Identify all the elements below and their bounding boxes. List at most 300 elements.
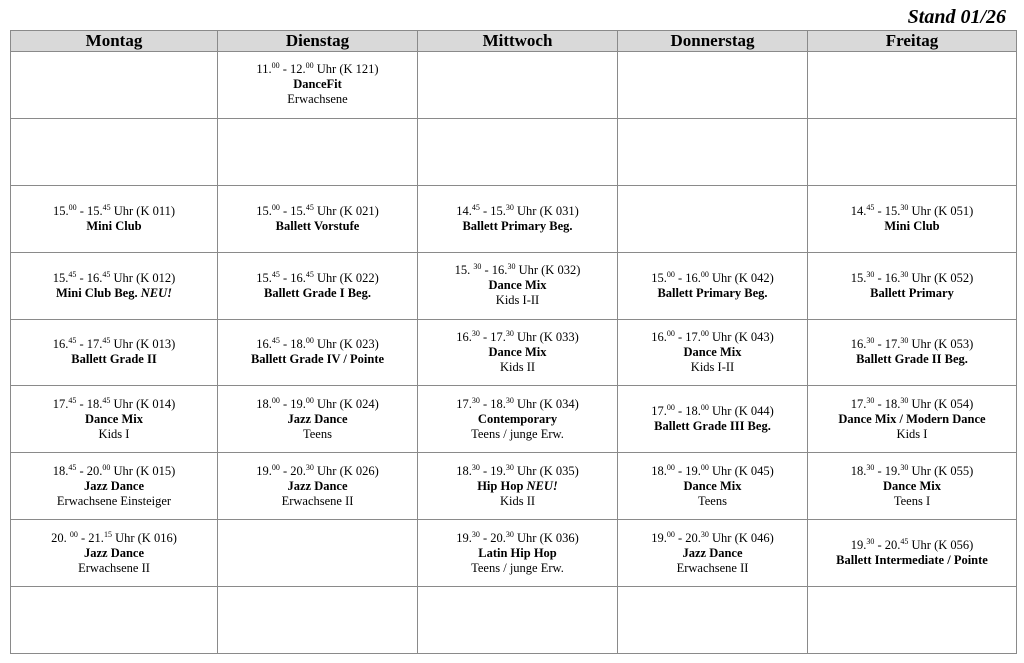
end-hour: - 17. xyxy=(874,337,901,352)
slot-cell-dienstag xyxy=(218,319,418,386)
start-hour: 19. xyxy=(456,530,472,545)
class-time xyxy=(418,263,617,278)
class-time xyxy=(808,397,1016,412)
class-name: Mini Club xyxy=(884,218,940,233)
start-hour: 16. xyxy=(651,329,667,344)
course-code: Uhr (K 034) xyxy=(513,396,579,411)
class-title xyxy=(11,479,217,494)
slot-cell-freitag xyxy=(808,386,1017,453)
end-minutes: 45 xyxy=(102,395,111,405)
start-minutes: 45 xyxy=(471,202,480,212)
class-group: Teens I xyxy=(893,493,931,508)
start-hour: 17. xyxy=(52,396,69,411)
slot-cell-dienstag xyxy=(218,587,418,654)
class-time xyxy=(418,464,617,479)
class-name: Contemporary xyxy=(477,411,558,426)
start-minutes: 00 xyxy=(271,61,280,71)
slot-cell-mittwoch xyxy=(418,386,618,453)
class-group: Kids I-II xyxy=(495,293,540,308)
class-name: Mini Club xyxy=(86,218,142,233)
course-code: Uhr (K 051) xyxy=(908,203,974,218)
course-code: Uhr (K 031) xyxy=(513,203,579,218)
class-name: Dance Mix xyxy=(683,344,742,359)
start-hour: 17. xyxy=(850,396,867,411)
start-minutes: 45 xyxy=(68,462,77,472)
start-hour: 11. xyxy=(256,62,272,77)
start-minutes: 45 xyxy=(271,269,280,279)
class-name: Dance Mix xyxy=(85,411,143,426)
start-minutes: 30 xyxy=(866,536,875,546)
start-minutes: 30 xyxy=(866,395,875,405)
slot-cell-donnerstag xyxy=(618,185,808,252)
class-time xyxy=(618,330,807,345)
end-hour: - 19. xyxy=(279,396,306,411)
course-code: Uhr (K 052) xyxy=(908,270,974,285)
class-name: Hip Hop xyxy=(477,478,527,493)
class-group: Erwachsene Einsteiger xyxy=(56,493,172,508)
end-minutes: 30 xyxy=(900,269,909,279)
class-group: Erwachsene II xyxy=(676,560,749,575)
class-name: Dance Mix / Modern Dance xyxy=(838,411,986,426)
start-minutes: 30 xyxy=(471,395,480,405)
slot-cell-mittwoch xyxy=(418,319,618,386)
start-hour: 14. xyxy=(456,203,472,218)
slot-cell-montag xyxy=(11,118,218,185)
course-code: Uhr (K 042) xyxy=(708,270,774,285)
end-minutes: 30 xyxy=(900,462,909,472)
end-minutes: 45 xyxy=(102,202,111,212)
class-title xyxy=(618,286,807,301)
end-minutes: 00 xyxy=(700,403,709,413)
class-name: Ballett Vorstufe xyxy=(275,218,360,233)
class-time xyxy=(11,204,217,219)
course-code: Uhr (K 036) xyxy=(513,530,579,545)
start-minutes: 30 xyxy=(866,462,875,472)
new-badge: NEU! xyxy=(526,478,558,493)
class-time xyxy=(218,397,417,412)
end-hour: - 12. xyxy=(279,62,306,77)
end-minutes: 30 xyxy=(505,529,514,539)
end-minutes: 30 xyxy=(700,529,709,539)
slot-cell-donnerstag xyxy=(618,252,808,319)
class-time xyxy=(418,397,617,412)
slot-cell-freitag xyxy=(808,587,1017,654)
class-group: Kids I xyxy=(896,426,928,441)
course-code: Uhr (K 015) xyxy=(110,463,176,478)
end-minutes: 00 xyxy=(700,462,709,472)
class-group: Teens xyxy=(698,493,727,508)
end-hour: - 15. xyxy=(76,203,103,218)
class-name: Ballett Grade IV / Pointe xyxy=(250,352,385,367)
class-title xyxy=(618,546,807,561)
course-code: Uhr (K 013) xyxy=(110,337,176,352)
schedule-row xyxy=(11,52,1017,119)
start-hour: 18. xyxy=(456,463,472,478)
end-minutes: 30 xyxy=(900,336,909,346)
class-time xyxy=(218,464,417,479)
slot-cell-montag xyxy=(11,52,218,119)
class-time xyxy=(218,271,417,286)
class-title xyxy=(808,352,1016,367)
class-title xyxy=(218,352,417,367)
slot-cell-freitag xyxy=(808,252,1017,319)
class-time xyxy=(218,337,417,352)
class-time xyxy=(618,404,807,419)
class-name: Dance Mix xyxy=(488,344,547,359)
course-code: Uhr (K 024) xyxy=(313,396,379,411)
start-minutes: 30 xyxy=(471,328,480,338)
end-minutes: 30 xyxy=(505,328,514,338)
slot-cell-montag xyxy=(11,319,218,386)
class-title xyxy=(418,412,617,427)
end-minutes: 45 xyxy=(305,269,314,279)
class-time xyxy=(618,271,807,286)
class-group: Kids II xyxy=(499,493,536,508)
class-name: Jazz Dance xyxy=(83,478,145,493)
start-minutes: 00 xyxy=(271,462,280,472)
day-header-dienstag: Dienstag xyxy=(218,31,418,52)
start-hour: 14. xyxy=(850,203,867,218)
start-hour: 16. xyxy=(850,337,867,352)
class-title xyxy=(418,345,617,360)
header-row xyxy=(11,31,1017,52)
class-name: Ballett Primary xyxy=(870,285,954,300)
class-title xyxy=(11,352,217,367)
start-hour: 16. xyxy=(52,337,69,352)
end-hour: - 16. xyxy=(76,270,103,285)
end-minutes: 45 xyxy=(102,269,111,279)
end-hour: - 20. xyxy=(76,463,103,478)
slot-cell-freitag xyxy=(808,185,1017,252)
class-group: Kids II xyxy=(499,359,536,374)
start-minutes: 00 xyxy=(666,269,675,279)
class-time xyxy=(808,464,1016,479)
end-minutes: 30 xyxy=(305,462,314,472)
end-hour: - 16. xyxy=(874,270,901,285)
course-code: Uhr (K 026) xyxy=(313,463,379,478)
schedule-row xyxy=(11,386,1017,453)
class-time xyxy=(618,531,807,546)
class-group: Kids I xyxy=(98,426,130,441)
end-minutes: 00 xyxy=(305,336,314,346)
class-time xyxy=(11,271,217,286)
class-time xyxy=(808,204,1016,219)
class-title xyxy=(218,77,417,92)
class-name: Dance Mix xyxy=(683,478,742,493)
end-hour: - 17. xyxy=(479,329,506,344)
schedule-row xyxy=(11,252,1017,319)
start-hour: 16. xyxy=(456,329,472,344)
end-hour: - 18. xyxy=(674,404,701,419)
end-hour: - 18. xyxy=(76,396,103,411)
class-title xyxy=(808,286,1016,301)
class-name: Dance Mix xyxy=(488,278,547,293)
end-minutes: 45 xyxy=(305,202,314,212)
course-code: Uhr (K 014) xyxy=(110,396,176,411)
schedule-table xyxy=(10,30,1017,654)
day-header-montag: Montag xyxy=(11,31,218,52)
slot-cell-montag xyxy=(11,520,218,587)
class-time xyxy=(418,204,617,219)
course-code: Uhr (K 046) xyxy=(708,530,774,545)
course-code: Uhr (K 053) xyxy=(908,337,974,352)
end-minutes: 15 xyxy=(103,529,112,539)
class-name: Latin Hip Hop xyxy=(478,545,557,560)
class-name: Jazz Dance xyxy=(287,411,348,426)
end-hour: - 16. xyxy=(279,270,306,285)
slot-cell-donnerstag xyxy=(618,587,808,654)
class-name: Mini Club Beg. xyxy=(55,285,141,300)
slot-cell-dienstag xyxy=(218,520,418,587)
start-hour: 15. xyxy=(256,270,272,285)
end-minutes: 45 xyxy=(102,336,111,346)
schedule-row xyxy=(11,118,1017,185)
day-header-mittwoch: Mittwoch xyxy=(418,31,618,52)
class-title xyxy=(808,219,1016,234)
slot-cell-donnerstag xyxy=(618,52,808,119)
class-title xyxy=(808,412,1016,427)
course-code: Uhr (K 055) xyxy=(908,463,974,478)
course-code: Uhr (K 045) xyxy=(708,463,774,478)
class-group: Teens / junge Erw. xyxy=(471,560,564,575)
class-time xyxy=(11,397,217,412)
slot-cell-mittwoch xyxy=(418,118,618,185)
class-title xyxy=(218,479,417,494)
end-minutes: 30 xyxy=(900,395,909,405)
start-minutes: 30 xyxy=(866,336,875,346)
class-title xyxy=(808,553,1016,568)
class-time xyxy=(418,330,617,345)
start-hour: 15. xyxy=(651,270,667,285)
course-code: Uhr (K 023) xyxy=(313,337,379,352)
course-code: Uhr (K 033) xyxy=(513,329,579,344)
schedule-row xyxy=(11,319,1017,386)
slot-cell-mittwoch xyxy=(418,520,618,587)
end-hour: - 20. xyxy=(479,530,506,545)
start-minutes: 45 xyxy=(866,202,875,212)
end-minutes: 00 xyxy=(102,462,111,472)
end-hour: - 15. xyxy=(279,203,306,218)
slot-cell-donnerstag xyxy=(618,118,808,185)
course-code: Uhr (K 056) xyxy=(908,538,974,553)
class-title xyxy=(418,546,617,561)
slot-cell-donnerstag xyxy=(618,386,808,453)
end-minutes: 30 xyxy=(505,395,514,405)
slot-cell-montag xyxy=(11,185,218,252)
start-minutes: 45 xyxy=(68,336,77,346)
class-title xyxy=(418,479,617,494)
class-title xyxy=(418,278,617,293)
start-minutes: 45 xyxy=(68,395,77,405)
start-hour: 15. xyxy=(52,203,69,218)
slot-cell-montag xyxy=(11,587,218,654)
end-hour: - 19. xyxy=(479,463,506,478)
class-time xyxy=(11,464,217,479)
class-time xyxy=(808,271,1016,286)
start-hour: 18. xyxy=(256,396,272,411)
slot-cell-donnerstag xyxy=(618,520,808,587)
end-minutes: 30 xyxy=(505,202,514,212)
class-time xyxy=(11,531,217,546)
start-hour: 17. xyxy=(456,396,472,411)
end-hour: - 20. xyxy=(674,530,701,545)
class-name: Ballett Grade III Beg. xyxy=(654,419,771,434)
slot-cell-montag xyxy=(11,453,218,520)
class-group: Erwachsene II xyxy=(281,493,354,508)
course-code: Uhr (K 011) xyxy=(110,203,176,218)
slot-cell-freitag xyxy=(808,520,1017,587)
class-name: Dance Mix xyxy=(883,478,941,493)
class-name: Jazz Dance xyxy=(682,545,743,560)
course-code: Uhr (K 021) xyxy=(313,203,379,218)
class-title xyxy=(618,345,807,360)
start-hour: 15. xyxy=(454,263,474,278)
class-title xyxy=(11,286,217,301)
slot-cell-donnerstag xyxy=(618,319,808,386)
class-name: Ballett Grade II xyxy=(71,352,157,367)
end-minutes: 00 xyxy=(700,328,709,338)
slot-cell-mittwoch xyxy=(418,185,618,252)
class-group: Teens xyxy=(303,426,332,441)
class-time xyxy=(808,538,1016,553)
start-hour: 18. xyxy=(651,463,667,478)
start-minutes: 00 xyxy=(666,328,675,338)
course-code: Uhr (K 043) xyxy=(708,329,774,344)
class-group: Erwachsene xyxy=(287,92,348,107)
slot-cell-mittwoch xyxy=(418,453,618,520)
class-name: Jazz Dance xyxy=(287,478,348,493)
class-group: Erwachsene II xyxy=(78,560,150,575)
course-code: Uhr (K 022) xyxy=(313,270,379,285)
course-code: Uhr (K 032) xyxy=(515,263,581,278)
class-group: Teens / junge Erw. xyxy=(471,426,564,441)
end-hour: - 16. xyxy=(674,270,701,285)
course-code: Uhr (K 016) xyxy=(111,530,177,545)
start-minutes: 00 xyxy=(271,202,280,212)
slot-cell-dienstag xyxy=(218,386,418,453)
class-name: Ballett Intermediate / Pointe xyxy=(836,553,988,568)
start-minutes: 45 xyxy=(271,336,280,346)
end-minutes: 00 xyxy=(305,395,314,405)
end-hour: - 20. xyxy=(874,538,901,553)
end-minutes: 30 xyxy=(505,462,514,472)
start-hour: 18. xyxy=(52,463,69,478)
slot-cell-donnerstag xyxy=(618,453,808,520)
stand-label: Stand 01/26 xyxy=(907,6,1006,28)
class-title xyxy=(218,286,417,301)
class-time xyxy=(418,531,617,546)
class-time xyxy=(218,62,417,77)
slot-cell-mittwoch xyxy=(418,252,618,319)
day-header-freitag: Freitag xyxy=(808,31,1017,52)
slot-cell-dienstag xyxy=(218,453,418,520)
end-minutes: 30 xyxy=(900,202,909,212)
slot-cell-dienstag xyxy=(218,118,418,185)
class-title xyxy=(218,219,417,234)
start-hour: 15. xyxy=(256,203,272,218)
class-name: Ballett Primary Beg. xyxy=(462,218,573,233)
end-hour: - 18. xyxy=(279,337,306,352)
end-hour: - 20. xyxy=(279,463,306,478)
start-minutes: 30 xyxy=(471,529,480,539)
start-hour: 19. xyxy=(256,463,272,478)
class-name: DanceFit xyxy=(293,77,342,92)
class-name: Ballett Grade II Beg. xyxy=(856,352,968,367)
class-title xyxy=(618,419,807,434)
start-minutes: 00 xyxy=(666,529,675,539)
slot-cell-freitag xyxy=(808,118,1017,185)
start-hour: 20. xyxy=(51,530,70,545)
start-minutes: 00 xyxy=(666,403,675,413)
end-minutes: 00 xyxy=(700,269,709,279)
start-hour: 15. xyxy=(52,270,69,285)
end-minutes: 30 xyxy=(507,261,516,271)
end-hour: - 21. xyxy=(77,530,104,545)
start-hour: 15. xyxy=(850,270,867,285)
schedule-row xyxy=(11,587,1017,654)
end-minutes: 45 xyxy=(900,536,909,546)
class-time xyxy=(618,464,807,479)
course-code: Uhr (K 121) xyxy=(313,62,379,77)
class-title xyxy=(808,479,1016,494)
class-name: Jazz Dance xyxy=(83,545,145,560)
start-hour: 18. xyxy=(850,463,867,478)
end-minutes: 00 xyxy=(305,61,314,71)
class-name: Ballett Primary Beg. xyxy=(657,285,768,300)
class-group: Kids I-II xyxy=(690,359,735,374)
start-minutes: 30 xyxy=(473,261,482,271)
start-minutes: 30 xyxy=(471,462,480,472)
course-code: Uhr (K 044) xyxy=(708,404,774,419)
class-time xyxy=(808,337,1016,352)
class-time xyxy=(11,337,217,352)
course-code: Uhr (K 054) xyxy=(908,396,974,411)
slot-cell-dienstag xyxy=(218,185,418,252)
slot-cell-montag xyxy=(11,386,218,453)
end-hour: - 18. xyxy=(479,396,506,411)
slot-cell-dienstag xyxy=(218,252,418,319)
schedule-row xyxy=(11,453,1017,520)
course-code: Uhr (K 012) xyxy=(110,270,176,285)
slot-cell-freitag xyxy=(808,319,1017,386)
class-title xyxy=(11,412,217,427)
start-minutes: 00 xyxy=(271,395,280,405)
end-hour: - 17. xyxy=(76,337,103,352)
class-title xyxy=(618,479,807,494)
start-hour: 16. xyxy=(256,337,272,352)
slot-cell-freitag xyxy=(808,52,1017,119)
class-title xyxy=(418,219,617,234)
schedule-row xyxy=(11,520,1017,587)
end-hour: - 15. xyxy=(479,203,506,218)
end-hour: - 18. xyxy=(874,396,901,411)
start-hour: 19. xyxy=(850,538,867,553)
class-title xyxy=(11,546,217,561)
slot-cell-dienstag xyxy=(218,52,418,119)
day-header-donnerstag: Donnerstag xyxy=(618,31,808,52)
start-minutes: 00 xyxy=(666,462,675,472)
end-hour: - 19. xyxy=(874,463,901,478)
slot-cell-mittwoch xyxy=(418,52,618,119)
class-title xyxy=(11,219,217,234)
schedule-row xyxy=(11,185,1017,252)
class-time xyxy=(218,204,417,219)
start-minutes: 30 xyxy=(866,269,875,279)
end-hour: - 19. xyxy=(674,463,701,478)
class-title xyxy=(218,412,417,427)
end-hour: - 16. xyxy=(481,263,508,278)
course-code: Uhr (K 035) xyxy=(513,463,579,478)
